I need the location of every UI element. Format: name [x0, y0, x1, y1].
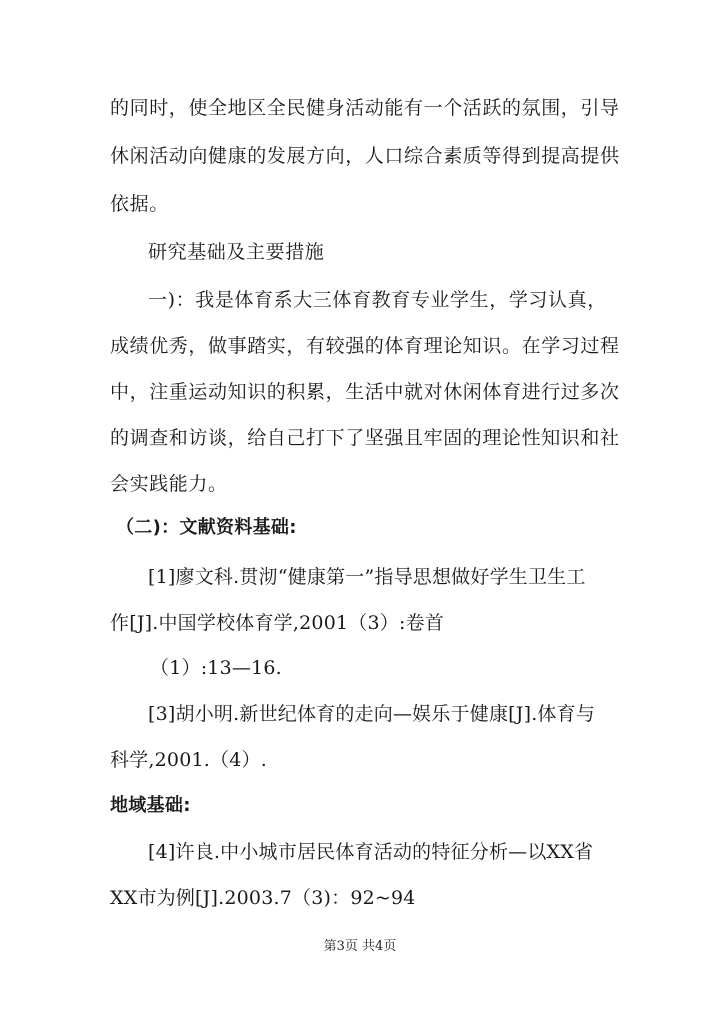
research-section-title: 研究基础及主要措施: [148, 241, 325, 263]
page-footer: 第3页 共4页: [323, 939, 397, 954]
literature-ref-1-line-1: [1]廖文科.贯沏“健康第一”指导思想做好学生卫生工: [148, 566, 586, 588]
literature-ref-3-line-1: [3]胡小明.新世纪体育的走向—娱乐于健康[J].体育与: [148, 703, 596, 725]
research-para-line-4: 的调查和访谈，给自己打下了坚强且牢固的理论性知识和社: [110, 427, 620, 449]
literature-ref-3-line-2: 科学,2001.（4）.: [110, 749, 267, 771]
research-para-line-2: 成绩优秀，做事踏实，有较强的体育理论知识。在学习过程: [110, 335, 620, 357]
research-para-line-1: 一)：我是体育系大三体育教育专业学生，学习认真，: [148, 289, 607, 311]
intro-line-3: 依据。: [110, 193, 169, 215]
region-heading: 地域基础:: [110, 795, 191, 816]
literature-heading: （二)：文献资料基础:: [116, 517, 297, 538]
intro-line-1: 的同时，使全地区全民健身活动能有一个活跃的氛围，引导: [110, 97, 620, 119]
research-para-line-5: 会实践能力。: [110, 473, 228, 495]
region-ref-4-line-2: XX市为例[J].2003.7（3)：92~94: [110, 887, 416, 909]
region-ref-4-line-1: [4]许良.中小城市居民体育活动的特征分析—以XX省: [148, 841, 594, 863]
literature-ref-2: （1）:13—16.: [150, 657, 282, 679]
research-para-line-3: 中，注重运动知识的积累，生活中就对休闲体育进行过多次: [110, 381, 620, 403]
literature-ref-1-line-2: 作[J].中国学校体育学,2001（3）:卷首: [110, 612, 444, 634]
intro-line-2: 休闲活动向健康的发展方向，人口综合素质等得到提高提供: [110, 145, 620, 167]
